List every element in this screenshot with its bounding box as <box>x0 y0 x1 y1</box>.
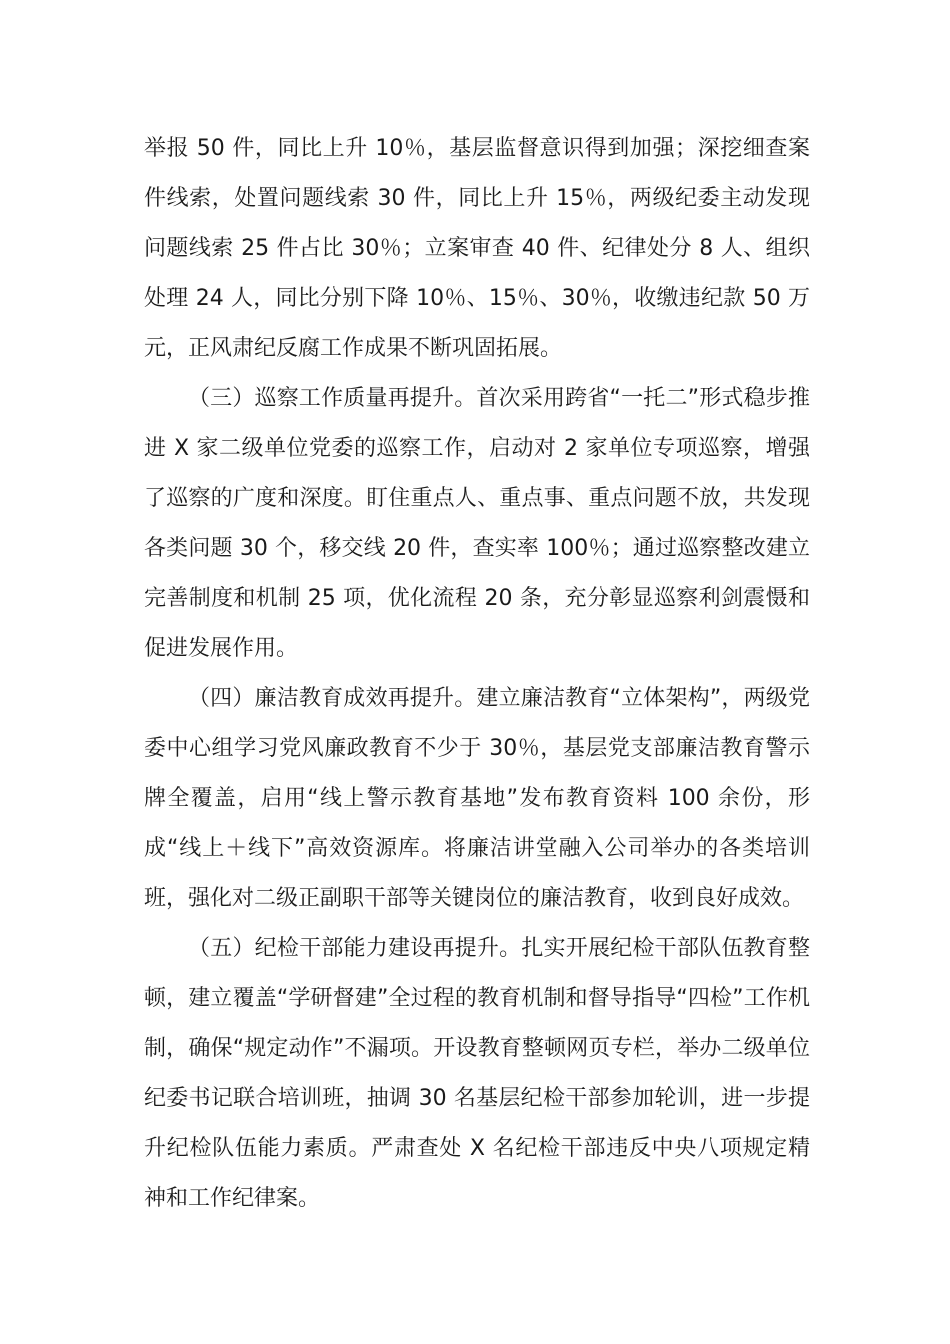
paragraph-integrity-education: （四）廉洁教育成效再提升。建立廉洁教育“立体架构”，两级党委中心组学习党风廉政教育不少于 30％，基层党支部廉洁教育警示牌全覆盖，启用“线上警示教育基地”发布教育资料 100 余份，形成“线上＋线下”高效资源库。将廉洁讲堂融入公司举办的各类培训班，强化对二级正副职干部等关键岗位的廉洁教育，收到良好成效。 <box>144 686 810 911</box>
document-body <box>144 124 810 1224</box>
paragraph-continuation: 举报 50 件，同比上升 10％，基层监督意识得到加强；深挖细查案件线索，处置问题线索 30 件，同比上升 15％，两级纪委主动发现问题线索 25 件占比 30％；立案审查 40 件、纪律处分 8 人、组织处理 24 人，同比分别下降 10％、15％、30％，收缴违纪款 50 万元，正风肃纪反腐工作成果不断巩固拓展。 <box>144 136 810 361</box>
paragraph-inspection-quality: （三）巡察工作质量再提升。首次采用跨省“一托二”形式稳步推进 X 家二级单位党委的巡察工作，启动对 2 家单位专项巡察，增强了巡察的广度和深度。盯住重点人、重点事、重点问题不放，共发现各类问题 30 个，移交线 20 件，查实率 100％；通过巡察整改建立完善制度和机制 25 项，优化流程 20 条，充分彰显巡察利剑震慑和促进发展作用。 <box>144 386 810 661</box>
paragraph-cadre-capability: （五）纪检干部能力建设再提升。扎实开展纪检干部队伍教育整顿，建立覆盖“学研督建”全过程的教育机制和督导指导“四检”工作机制，确保“规定动作”不漏项。开设教育整顿网页专栏，举办二级单位纪委书记联合培训班，抽调 30 名基层纪检干部参加轮训，进一步提升纪检队伍能力素质。严肃查处 X 名纪检干部违反中央八项规定精神和工作纪律案。 <box>144 936 810 1211</box>
